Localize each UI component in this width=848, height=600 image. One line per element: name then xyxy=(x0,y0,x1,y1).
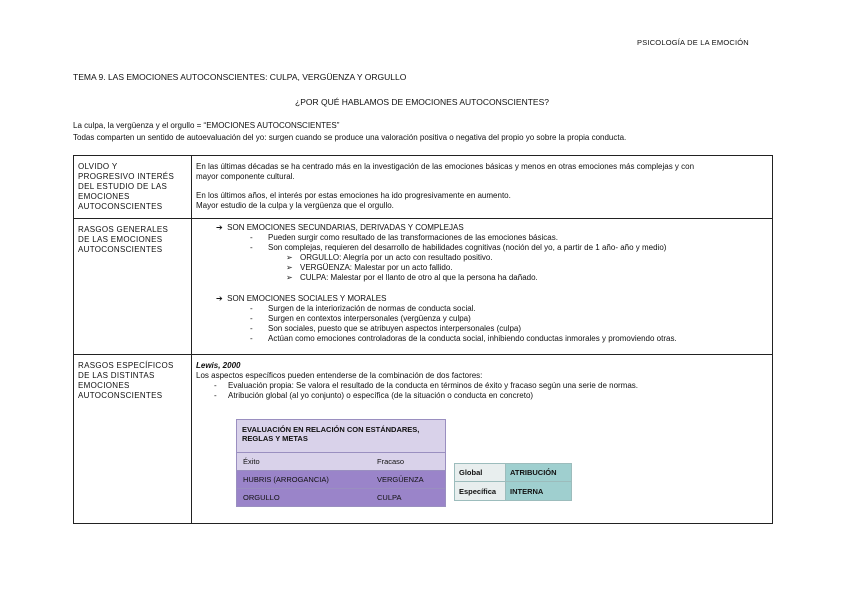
attribution-table xyxy=(454,463,572,501)
intro-line-2: Todas comparten un sentido de autoevaluación del yo: surgen cuando se produce una valoración positiva o negativa del propio yo sobre la propia conducta. xyxy=(73,133,627,142)
evaluation-table-row: HUBRIS (ARROGANCIA) VERGÜENZA xyxy=(236,471,446,489)
bullet-arrow-icon: ➢ xyxy=(286,253,293,262)
row-label: RASGOS GENERALES DE LAS EMOCIONES AUTOCONSCIENTES xyxy=(74,219,192,354)
evaluation-table-row: ORGULLO CULPA xyxy=(236,489,446,507)
intro-line-1: La culpa, la vergüenza y el orgullo = “EMOCIONES AUTOCONSCIENTES” xyxy=(73,121,340,130)
evaluation-table xyxy=(236,419,446,507)
row-label: OLVIDO Y PROGRESIVO INTERÉS DEL ESTUDIO DE LAS EMOCIONES AUTOCONSCIENTES xyxy=(74,156,192,218)
evaluation-table-header-row: Éxito Fracaso xyxy=(236,453,446,471)
attribution-table-row: Global ATRIBUCIÓN xyxy=(454,463,572,482)
row-content: Lewis, 2000 Los aspectos específicos pueden entenderse de la combinación de dos factores: - Evaluación propia: Se valora el resultado de la conducta en términos de éxito y fracaso según una serie de normas. - Atribución global (al yo conjunto) o específica (de la situación o conducta en concreto) xyxy=(192,355,772,523)
section-question: ¿POR QUÉ HABLAMOS DE EMOCIONES AUTOCONSCIENTES? xyxy=(295,97,549,107)
bullet-arrow-icon: ➢ xyxy=(286,263,293,272)
row-label: RASGOS ESPECÍFICOS DE LAS DISTINTAS EMOCIONES AUTOCONSCIENTES xyxy=(74,355,192,523)
evaluation-table-title: EVALUACIÓN EN RELACIÓN CON ESTÁNDARES, REGLAS Y METAS xyxy=(236,419,446,453)
reference: Lewis, 2000 xyxy=(196,361,241,370)
arrow-icon: ➔ xyxy=(216,294,223,303)
topic-title: TEMA 9. LAS EMOCIONES AUTOCONSCIENTES: CULPA, VERGÜENZA Y ORGULLO xyxy=(73,72,407,82)
row-content: ➔ SON EMOCIONES SECUNDARIAS, DERIVADAS Y COMPLEJAS - Pueden surgir como resultado de las transformaciones de las emociones básicas. - Son complejas, requieren del desarrollo de habilidades cognitivas (noción del yo, a partir de 1 año- año y medio) ➢ ORGULLO: Alegría por un acto con resultado positivo. ➢ VERGÜENZA: Malestar por un acto fallido. ➢ CULPA: Malestar por el llanto de otro al que la persona ha dañado. ➔ SON EMOCIONES SOCIALES Y MORALES - Surgen de la interiorización de normas de conducta social. - Surgen en contextos interpersonales (vergüenza y culpa) - Son sociales, puesto que se atribuyen aspectos interpersonales (culpa) - Actúan como emociones controladoras de la conducta social, inhibiendo conductas inmorales y promoviendo otras. xyxy=(216,223,677,343)
row-content: En las últimas décadas se ha centrado más en la investigación de las emociones básicas y menos en otras emociones más complejas y con mayor componente cultural. En los últimos años, el interés por estas emociones ha ido progresivamente en aumento. Mayor estudio de la culpa y la vergüenza que el orgullo. xyxy=(196,162,695,210)
bullet-arrow-icon: ➢ xyxy=(286,273,293,282)
table-row xyxy=(74,156,772,219)
table-row xyxy=(74,219,772,355)
attribution-table-row: Específica INTERNA xyxy=(454,482,572,501)
arrow-icon: ➔ xyxy=(216,223,223,232)
header-subject: PSICOLOGÍA DE LA EMOCIÓN xyxy=(637,38,749,47)
